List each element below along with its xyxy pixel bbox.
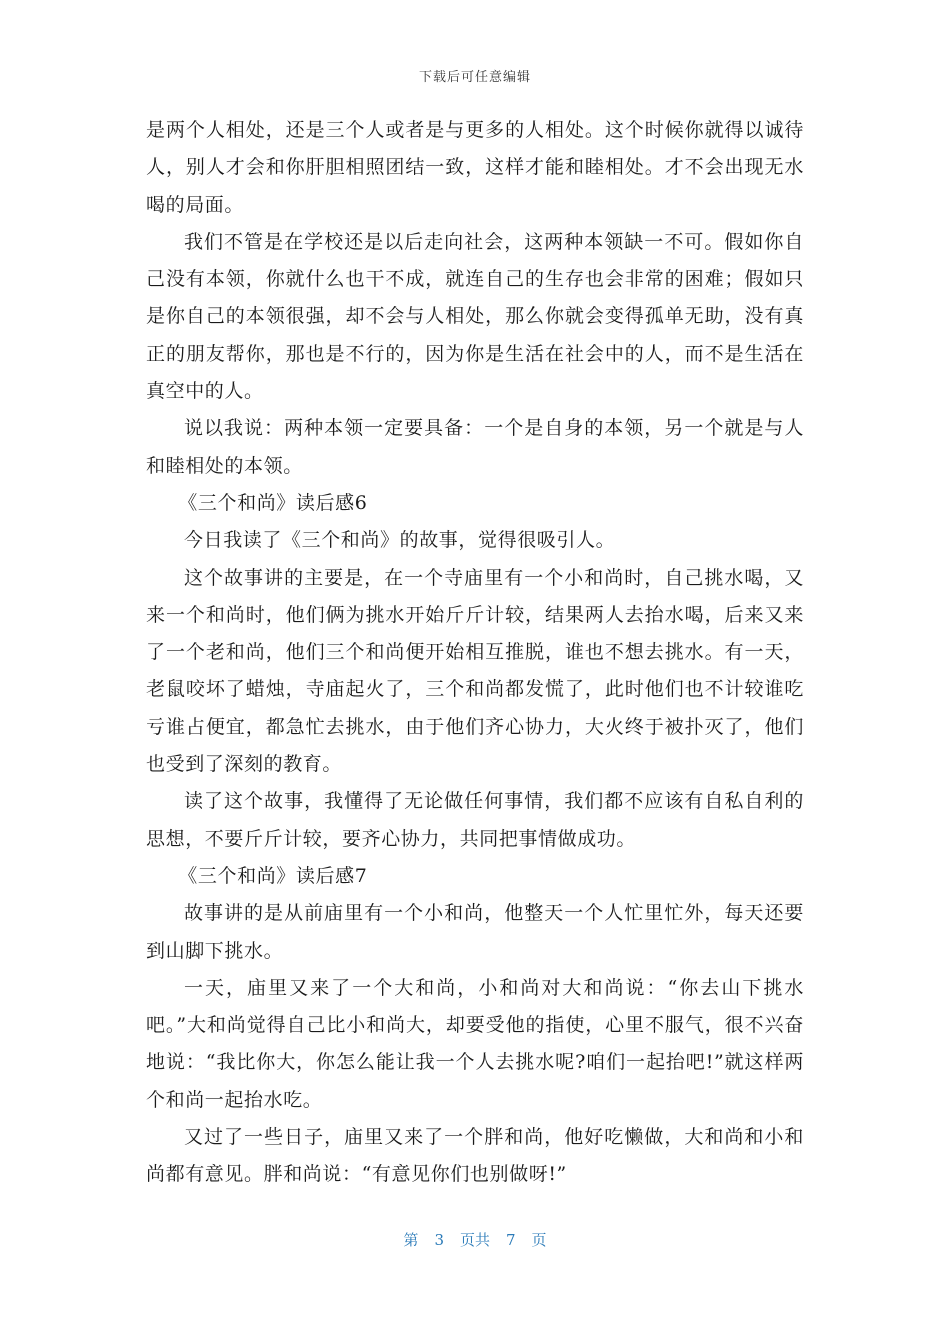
page-label: 第 [403,1231,419,1249]
page-total: 7 [506,1231,516,1249]
page-mid-label: 页共 [459,1231,490,1249]
section-heading: 《三个和尚》读后感7 [178,864,368,887]
paragraph: 我们不管是在学校还是以后走向社会，这两种本领缺一不可。假如你自己没有本领，你就什么也干不成，就连自己的生存也会非常的困难；假如只是你自己的本领很强，却不会与人相处，那么你就会变得孤单无助，没有真正的朋友帮你，那也是不行的，因为你是生活在社会中的人，而不是生活在真空中的人。 [146,230,804,403]
page-header: 下载后可任意编辑 [418,70,531,85]
paragraph: 今日我读了《三个和尚》的故事，觉得很吸引人。 [184,529,616,552]
paragraph: 故事讲的是从前庙里有一个小和尚，他整天一个人忙里忙外，每天还要到山脚下挑水。 [146,902,804,962]
paragraph: 又过了一些日子，庙里又来了一个胖和尚，他好吃懒做，大和尚和小和尚都有意见。胖和尚说：“有意见你们也别做呀!” [146,1126,804,1186]
paragraph: 说以我说：两种本领一定要具备：一个是自身的本领，另一个就是与人和睦相处的本领。 [146,417,804,477]
page-current: 3 [434,1231,444,1249]
paragraph: 是两个人相处，还是三个人或者是与更多的人相处。这个时候你就得以诚待人，别人才会和你肝胆相照团结一致，这样才能和睦相处。才不会出现无水喝的局面。 [146,119,804,216]
paragraph: 这个故事讲的主要是，在一个寺庙里有一个小和尚时，自己挑水喝，又来一个和尚时，他们俩为挑水开始斤斤计较，结果两人去抬水喝，后来又来了一个老和尚，他们三个和尚便开始相互推脱，谁也不想去挑水。有一天，老鼠咬坏了蜡烛，寺庙起火了，三个和尚都发慌了，此时他们也不计较谁吃亏谁占便宜，都急忙去挑水，由于他们齐心协力，大火终于被扑灭了，他们也受到了深刻的教育。 [146,566,804,776]
section-heading: 《三个和尚》读后感6 [178,491,368,514]
page-suffix: 页 [531,1231,547,1249]
page-footer [0,1229,950,1250]
paragraph: 读了这个故事，我懂得了无论做任何事情，我们都不应该有自私自利的思想，不要斤斤计较，要齐心协力，共同把事情做成功。 [146,790,804,850]
document-body [146,112,804,1194]
paragraph: 一天，庙里又来了一个大和尚，小和尚对大和尚说：“你去山下挑水吧。”大和尚觉得自己比小和尚大，却要受他的指使，心里不服气，很不兴奋地说：“我比你大，你怎么能让我一个人去挑水呢?咱们一起抬吧!”就这样两个和尚一起抬水吃。 [146,976,804,1111]
